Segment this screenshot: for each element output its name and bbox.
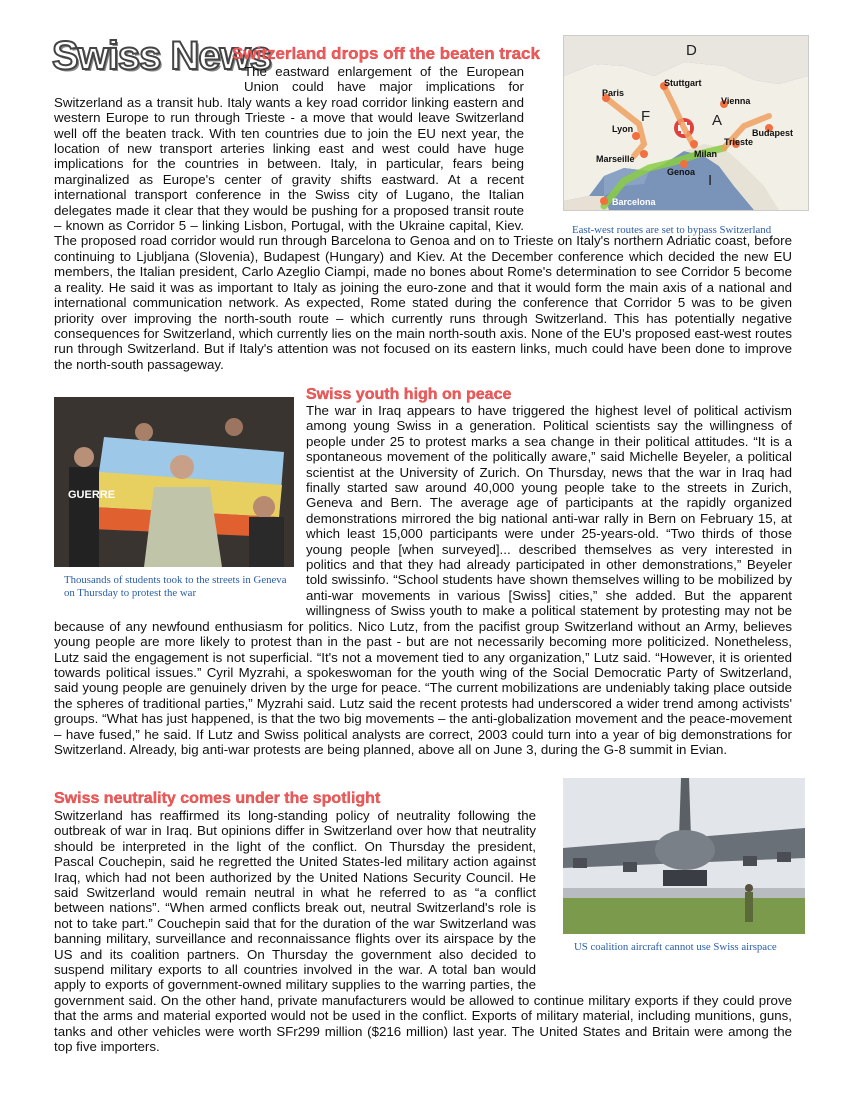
map-label-budapest: Budapest bbox=[752, 128, 794, 138]
article2-text: The war in Iraq appears to have triggered the highest level of political activism among young Swiss in a generation. Political scientists say the willingness of people under 25 to protest marks a sea change in their political attitudes. “It is a spontaneous movement of the politically aware,” said Michelle Beyeler, a political scientist at the University of Zurich. On Thursday, news that the war in Iraq had finally started saw around 40,000 young people take to the streets in Zurich, Geneva and Bern. The average age of participants at the rapidly organized demonstrations mirrored the big national anti-war rally in Bern on February 15, at which least 15,000 participants were under 25-years-old. “Two thirds of those young people [when surveyed]... described themselves as very interested in politics and that they had already participated in other demonstrations,” Beyeler told swissinfo. “School students have shown themselves willing to be mobilized by anti-war movements in various [Swiss] cities,” she added. But the apparent willingness of Swiss youth to make a political statement by protesting may not be because of any newfound enthusiasm for politics. Nico Lutz, from the pacifist group Switzerland without an Army, believes young people are more likely to protest than in the past - but are not necessarily becoming more politicized. Nonetheless, Lutz said the engagement is not superficial. “It's not a movement tied to any organization,” Lutz said. “However, it is oriented towards political issues.” Cyril Myzrahi, a spokeswoman for the youth wing of the Social Democratic Party of Switzerland, said young people are genuinely driven by the urge for peace. “The current mobilizations are undeniably taking place outside the spheres of traditional parties,” Myzrahi said. Lutz said the recent protests had underscored a wider trend among activists' groups. “What has just happened, is that the two big movements – the anti-globalization movement and the peace-movement – have fused,” he said. If Lutz and Swiss political analysts are correct, 2003 could turn into a year of big demonstrations for Switzerland. Already, big anti-war protests are being planned, above all on June 3, during the G-8 summit in Evian. bbox=[54, 403, 792, 757]
map-label-i: I bbox=[708, 172, 713, 189]
map-label-trieste: Trieste bbox=[724, 137, 754, 147]
map-label-marseille: Marseille bbox=[596, 154, 635, 164]
map-label-f: F bbox=[641, 108, 651, 125]
map-label-vienna: Vienna bbox=[721, 96, 751, 106]
article-headline-neutrality: Swiss neutrality comes under the spotlight bbox=[54, 790, 381, 807]
map-label-d: D bbox=[686, 42, 697, 59]
map-label-milan: Milan bbox=[694, 149, 718, 159]
map-label-paris: Paris bbox=[602, 88, 625, 98]
headline-spacer bbox=[54, 64, 232, 79]
protest-photo-caption: Thousands of students took to the streets in Geneva on Thursday to protest the war bbox=[64, 574, 287, 599]
article-headline-beaten-track: Switzerland drops off the beaten track bbox=[232, 44, 540, 63]
map-label-genoa: Genoa bbox=[667, 167, 696, 177]
article-body-neutrality bbox=[54, 808, 792, 1055]
article-headline-youth-peace: Swiss youth high on peace bbox=[306, 386, 512, 403]
aircraft-photo-caption: US coalition aircraft cannot use Swiss airspace bbox=[574, 941, 777, 953]
photo2-spacer bbox=[548, 808, 792, 976]
masthead-title: Swiss News bbox=[52, 34, 272, 78]
article-body-beaten-track bbox=[54, 64, 792, 372]
map-label-a: A bbox=[712, 112, 723, 129]
map-label-lyon: Lyon bbox=[612, 124, 634, 134]
map-label-stuttgart: Stuttgart bbox=[664, 78, 702, 88]
banner-text: GUERRE bbox=[68, 489, 116, 501]
article3-text: Switzerland has reaffirmed its long-standing policy of neutrality following the outbreak of war in Iraq. But opinions differ in Switzerland over how that neutrality should be interpreted in the light of the conflict. On Thursday the president, Pascal Couchepin, said he regretted the United States-led military action against Iraq, which had not been authorized by the United Nations Security Council. He said Switzerland would remain neutral in what he referred to as “a conflict between nations”. “When armed conflicts break out, neutral Switzerland's role is not to take part.” Couchepin said that for the duration of the war Switzerland was banning military, surveillance and reconnaissance flights over its airspace by the US and its coalition partners. On Thursday the government also decided to suspend military exports to all countries involved in the war. A total ban would apply to exports of government-owned military supplies to the warring parties, the government said. On the other hand, private manufacturers would be allowed to continue military exports if they could prove that the arms and material exported would not be used in the conflict. Exports of military material, including munitions, guns, tanks and other vehicles were worth SFr299 million ($216 million) last year. The United States and Britain were among the top five importers. bbox=[54, 808, 792, 1055]
map-label-barcelona: Barcelona bbox=[612, 197, 656, 207]
article1-text: The eastward enlargement of the European Union could have major implications for Switzerland as a transit hub. Italy wants a key road corridor linking eastern and western Europe to run through Trieste - a move that would leave Switzerland well off the beaten track. With ten countries due to join the EU next year, the location of new transport arteries linking east and west could have huge implications for the countries in between. Italy, in particular, fears being marginalized as Europe's center of gravity shifts eastward. At a recent international transport conference in the Swiss city of Lugano, the Italian delegates made it clear that they would be pushing for a proposed transit route – known as Corridor 5 – linking Lisbon, Portugal, with the Ukraine capital, Kiev. The proposed road corridor would run through Barcelona to Genoa and on to Trieste on Italy's northern Adriatic coast, before continuing to Ljubljana (Slovenia), Budapest (Hungary) and Kiev. At the December conference which decided the new EU members, the Italian president, Carlo Azeglio Ciampi, made no bones about Rome's determination to see Corridor 5 become a reality. He said it was as important to Italy as joining the euro-zone and that it would form the main axis of a national and international communication network. As expected, Rome stated during the conference that Corridor 5 was to be given priority over improving the north-south route – which currently runs through Switzerland. This has potentially negative consequences for Switzerland, which currently lies on the main north-south axis. None of the EU's proposed east-west routes run through Switzerland. But if Italy's attention was not focused on its eastern links, much could have been done to improve the north-south passageway. bbox=[54, 64, 792, 372]
map-caption: East-west routes are set to bypass Switzerland bbox=[572, 224, 772, 236]
map-spacer bbox=[536, 64, 792, 230]
article-body-youth-peace bbox=[54, 403, 792, 757]
photo1-spacer bbox=[54, 403, 294, 616]
